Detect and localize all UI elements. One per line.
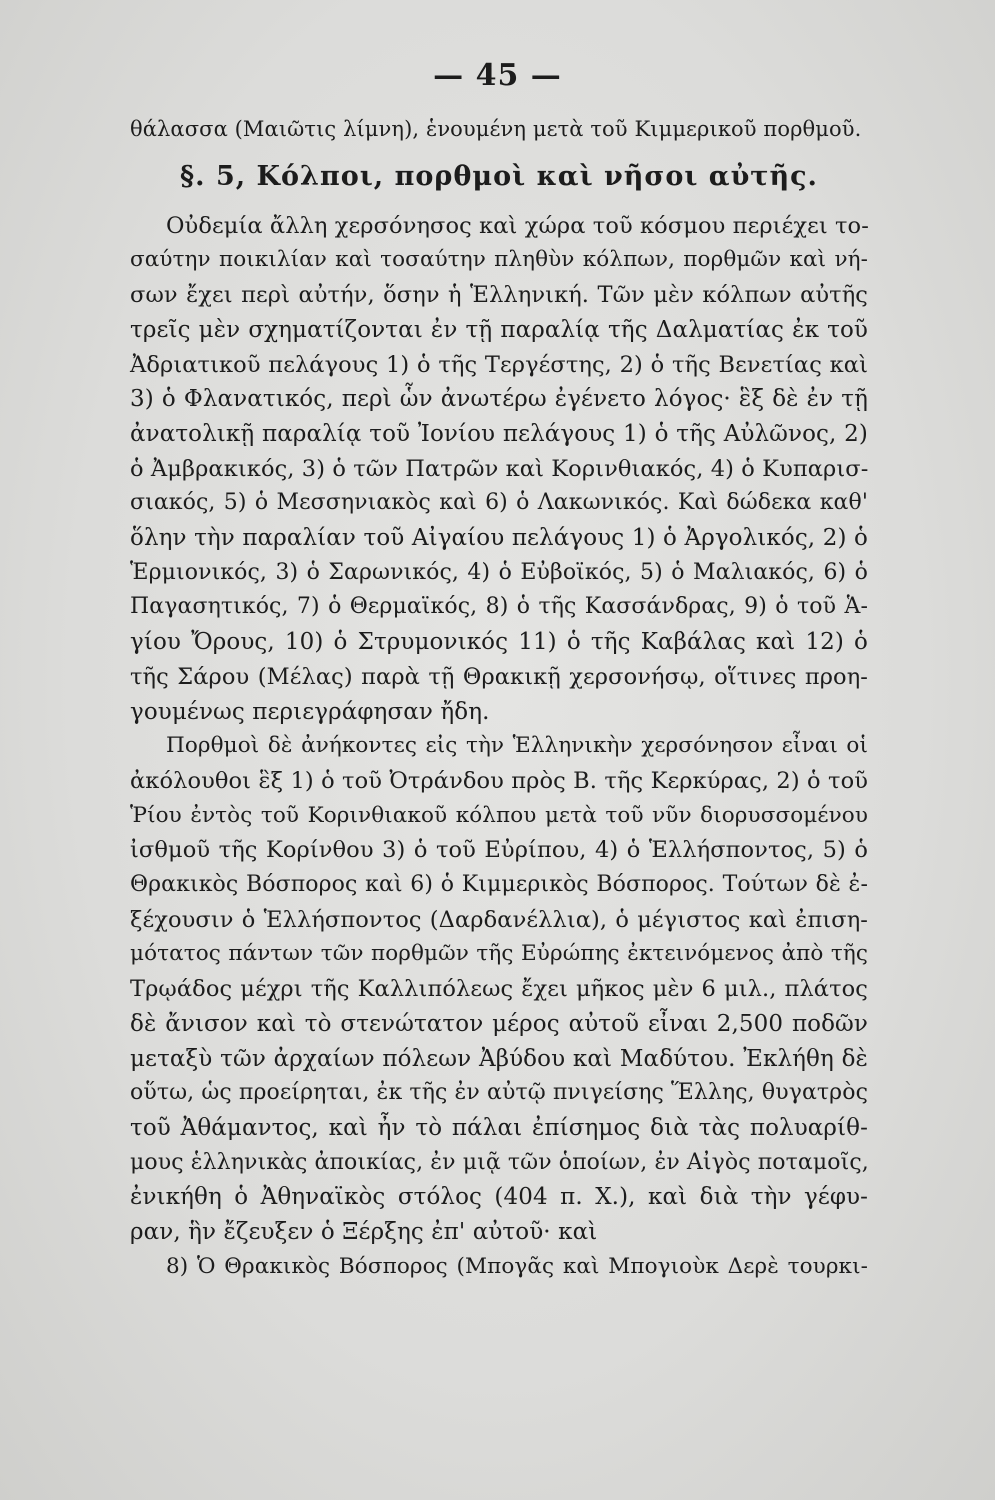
text-line: σιακός, 5) ὁ Μεσσηνιακὸς καὶ 6) ὁ Λακωνικός. Καὶ δώδεκα καθ' [130, 490, 868, 516]
text-line: Πορθμοὶ δὲ ἀνήκοντες εἰς τὴν Ἑλληνικὴν χερσόνησον εἶναι οἱ [166, 733, 868, 759]
text-line: Ἀδριατικοῦ πελάγους 1) ὁ τῆς Τεργέστης, 2) ὁ τῆς Βενετίας καὶ [130, 351, 868, 378]
text-line: ραν, ἣν ἔζευξεν ὁ Ξέρξης ἐπ' αὐτοῦ· καὶ [130, 1219, 598, 1246]
paragraph-bosporus-first-line: 8) Ὁ Θρακικὸς Βόσπορος (Μπογᾶς καὶ Μπογιοὺκ Δερὲ τουρκι- [166, 1253, 868, 1279]
text-line: γίου Ὄρους, 10) ὁ Στρυμονικός 11) ὁ τῆς Καβάλας καὶ 12) ὁ [130, 629, 868, 656]
text-line: Τρῳάδος μέχρι τῆς Καλλιπόλεως ἔχει μῆκος μὲν 6 μιλ., πλάτος [130, 976, 868, 1003]
text-line: σαύτην ποικιλίαν καὶ τοσαύτην πληθὺν κόλπων, πορθμῶν καὶ νή- [130, 247, 868, 273]
text-line: ἰσθμοῦ τῆς Κορίνθου 3) ὁ τοῦ Εὐρίπου, 4) ὁ Ἑλλήσποντος, 5) ὁ [130, 837, 868, 864]
text-line: Παγασητικός, 7) ὁ Θερμαϊκός, 8) ὁ τῆς Κασσάνδρας, 9) ὁ τοῦ Ἁ- [130, 594, 868, 620]
text-line: ξέχουσιν ὁ Ἑλλήσποντος (Δαρδανέλλια), ὁ μέγιστος καὶ ἐπιση- [130, 906, 868, 933]
text-line: ὁ Ἀμβρακικός, 3) ὁ τῶν Πατρῶν καὶ Κορινθιακός, 4) ὁ Κυπαρισ- [130, 455, 869, 482]
text-line: γουμένως περιεγράφησαν ἤδη. [130, 698, 490, 725]
text-line: δὲ ἄνισον καὶ τὸ στενώτατον μέρος αὐτοῦ εἶναι 2,500 ποδῶν [130, 1010, 868, 1037]
text-line: Ἑρμιονικός, 3) ὁ Σαρωνικός, 4) ὁ Εὐβοϊκός, 5) ὁ Μαλιακός, 6) ὁ [130, 559, 868, 585]
text-line: μότατος πάντων τῶν πορθμῶν τῆς Εὐρώπης ἐκτεινόμενος ἀπὸ τῆς [130, 941, 868, 967]
paragraph-gulfs [130, 209, 868, 730]
text-line: Θρακικὸς Βόσπορος καὶ 6) ὁ Κιμμερικὸς Βόσπορος. Τούτων δὲ ἐ- [130, 872, 868, 898]
text-line: Οὐδεμία ἄλλη χερσόνησος καὶ χώρα τοῦ κόσμου περιέχει το- [166, 212, 869, 239]
text-line: τοῦ Ἀθάμαντος, καὶ ἦν τὸ πάλαι ἐπίσημος διὰ τὰς πολυαρίθ- [130, 1114, 868, 1141]
text-line: ἐνικήθη ὁ Ἀθηναϊκὸς στόλος (404 π. Χ.), καὶ διὰ τὴν γέφυ- [130, 1184, 868, 1211]
text-line: ἀνατολικῇ παραλίᾳ τοῦ Ἰονίου πελάγους 1) ὁ τῆς Αὐλῶνος, 2) [130, 420, 868, 447]
page-number: — 45 — [433, 58, 562, 93]
paragraph-straits [130, 729, 868, 1250]
text-line: οὕτω, ὡς προείρηται, ἐκ τῆς ἐν αὐτῷ πνιγείσης Ἕλλης, θυγατρὸς [130, 1080, 868, 1106]
text-line: σων ἔχει περὶ αὐτήν, ὅσην ἡ Ἑλληνική. Τῶν μὲν κόλπων αὐτῆς [130, 282, 868, 309]
text-line: τρεῖς μὲν σχηματίζονται ἐν τῇ παραλίᾳ τῆς Δαλματίας ἐκ τοῦ [130, 316, 868, 343]
text-line: τῆς Σάρου (Μέλας) παρὰ τῇ Θρακικῇ χερσονήσῳ, οἵτινες προη- [130, 663, 868, 690]
text-line: ἀκόλουθοι ἓξ 1) ὁ τοῦ Ὀτράνδου πρὸς Β. τῆς Κερκύρας, 2) ὁ τοῦ [130, 767, 868, 794]
text-line: μους ἑλληνικὰς ἀποικίας, ἐν μιᾷ τῶν ὁποίων, ἐν Αἰγὸς ποταμοῖς, [130, 1149, 869, 1175]
section-heading: §. 5, Κόλποι, πορθμοὶ καὶ νῆσοι αὐτῆς. [180, 160, 818, 192]
text-line: μεταξὺ τῶν ἀρχαίων πόλεων Ἀβύδου καὶ Μαδύτου. Ἐκλήθη δὲ [130, 1045, 868, 1072]
page-content [130, 112, 868, 1285]
text-line: Ῥίου ἐντὸς τοῦ Κορινθιακοῦ κόλπου μετὰ τοῦ νῦν διορυσσομένου [130, 802, 868, 828]
text-line: ὅλην τὴν παραλίαν τοῦ Αἰγαίου πελάγους 1) ὁ Ἀργολικός, 2) ὁ [130, 525, 868, 552]
top-line: θάλασσα (Μαιῶτις λίμνη), ἑνουμένη μετὰ τοῦ Κιμμερικοῦ πορθμοῦ. [130, 117, 862, 141]
text-line: 3) ὁ Φλανατικός, περὶ ὧν ἀνωτέρω ἐγένετο λόγος· ἓξ δὲ ἐν τῇ [130, 386, 868, 413]
